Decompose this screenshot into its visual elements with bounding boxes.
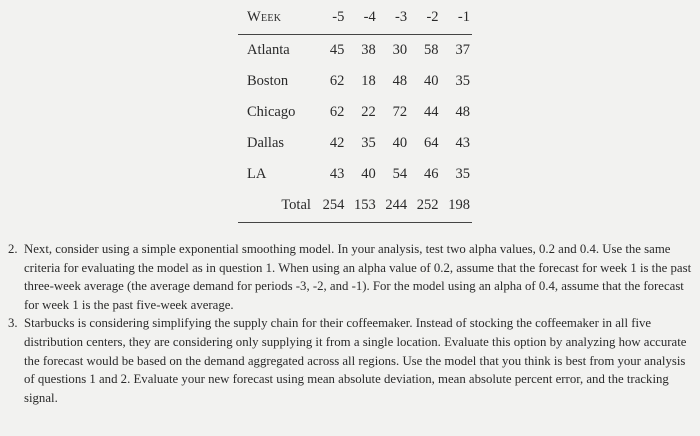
demand-cell: 43 [329, 166, 345, 182]
week-col-header: -4 [346, 0, 377, 35]
demand-cell: 35 [455, 73, 470, 89]
total-cell: 252 [416, 197, 439, 213]
city-label: Atlanta [247, 42, 290, 58]
city-label: Dallas [247, 135, 285, 151]
total-cell: 244 [385, 197, 408, 213]
demand-cell: 54 [392, 166, 408, 182]
question-text: Starbucks is considering simplifying the supply chain for their coffeemaker. Instead of stocking the coffeemaker in all five distribution centers, they are considering only supplying it from a single location. Evaluate this option by analyzing how accurate the forecast would be based on the demand aggregated across all regions. Use the model that you think is best from your analysis of questions 1 and 2. Evaluate your new forecast using mean absolute deviation, mean absolute percent error, and the tracking signal. [24, 316, 687, 405]
demand-cell: 45 [329, 42, 345, 58]
city-label: Chicago [247, 104, 296, 120]
question-text: Next, consider using a simple exponential smoothing model. In your analysis, test two alpha values, 0.2 and 0.4. Use the same criteria for evaluating the model as in question 1. When using an alpha value of 0.2, assume that the forecast for week 1 is the past three-week average (the average demand for periods -3, -2, and -1). For the model using an alpha of 0.4, assume that the forecast for week 1 is the past five-week average. [24, 242, 692, 312]
question-number: 2. [8, 242, 18, 256]
week-col-header: -3 [378, 0, 409, 35]
table-row [238, 35, 472, 67]
city-label: Boston [247, 73, 289, 89]
total-row [238, 190, 472, 221]
table-bottom-rule [238, 222, 472, 223]
week-col-header: -5 [315, 0, 346, 35]
table-row [238, 66, 472, 97]
demand-cell: 42 [329, 135, 345, 151]
total-cell: 153 [353, 197, 376, 213]
question-number: 3. [8, 316, 18, 331]
demand-cell: 62 [329, 73, 345, 89]
table-header-row [238, 0, 472, 35]
question-item [8, 240, 692, 314]
demand-cell: 43 [455, 135, 470, 151]
total-label: Total [281, 197, 311, 213]
demand-cell: 40 [361, 166, 376, 182]
demand-cell: 35 [455, 166, 470, 182]
demand-cell: 40 [392, 135, 408, 151]
demand-cell: 35 [361, 135, 376, 151]
demand-cell: 38 [361, 42, 376, 58]
demand-table-container [238, 0, 472, 221]
question-list [8, 240, 692, 407]
demand-cell: 64 [424, 135, 439, 151]
week-col-header: -1 [441, 0, 472, 35]
table-row [238, 97, 472, 128]
table-row [238, 128, 472, 159]
total-cell: 198 [448, 197, 470, 213]
city-label: LA [247, 166, 267, 182]
week-col-header: -2 [409, 0, 440, 35]
demand-table [238, 0, 472, 221]
demand-cell: 72 [392, 104, 408, 120]
total-cell: 254 [322, 197, 345, 213]
demand-cell: 40 [424, 73, 439, 89]
demand-cell: 48 [455, 104, 470, 120]
question-item [8, 314, 692, 407]
demand-cell: 44 [424, 104, 439, 120]
demand-cell: 37 [455, 42, 470, 58]
demand-cell: 18 [361, 73, 376, 89]
demand-cell: 62 [329, 104, 345, 120]
demand-cell: 30 [392, 42, 408, 58]
week-header: Week [238, 0, 315, 35]
demand-cell: 46 [424, 166, 439, 182]
demand-cell: 48 [392, 73, 408, 89]
table-row [238, 159, 472, 190]
demand-cell: 22 [361, 104, 376, 120]
demand-cell: 58 [424, 42, 439, 58]
